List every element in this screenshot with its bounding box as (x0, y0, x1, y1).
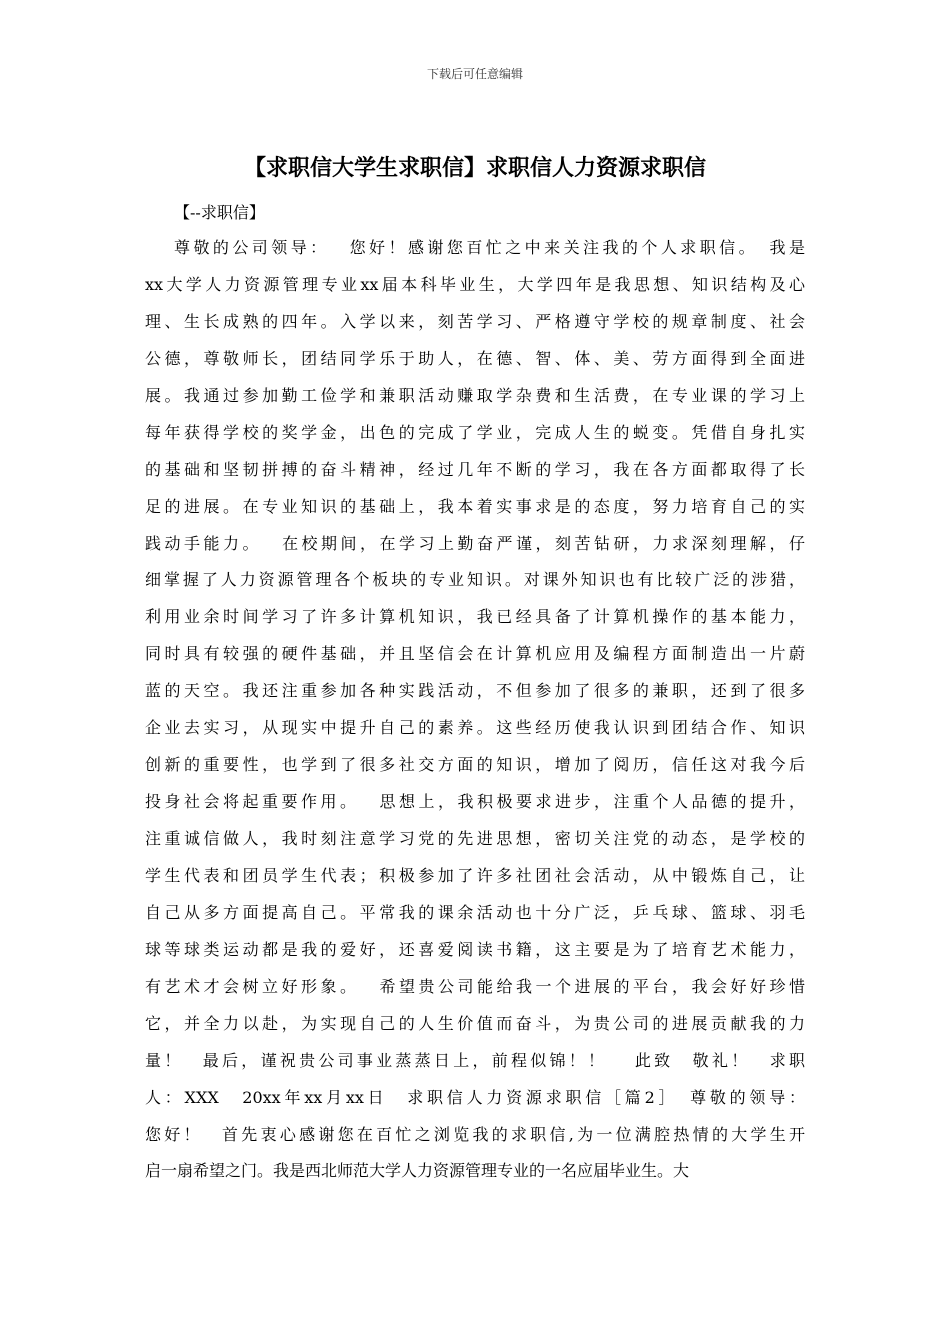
body-line: 注重诚信做人，我时刻注意学习党的先进思想，密切关注党的动态，是学校的 (145, 829, 805, 848)
body-line: 每年获得学校的奖学金，出色的完成了学业，完成人生的蜕变。凭借自身扎实 (145, 422, 805, 442)
header-note: 下载后可任意编辑 (426, 67, 523, 81)
body-line: 自己从多方面提高自己。平常我的课余活动也十分广泛，乒乓球、篮球、羽毛 (145, 902, 805, 922)
document-title: 【求职信大学生求职信】求职信人力资源求职信 (243, 155, 706, 181)
body-line: 企业去实习，从现实中提升自己的素养。这些经历使我认识到团结合作、知识 (145, 718, 805, 738)
body-line: 公德，尊敬师长，团结同学乐于助人，在德、智、体、美、劳方面得到全面进 (145, 348, 805, 368)
body-line: xx大学人力资源管理专业xx届本科毕业生，大学四年是我思想、知识结构及心 (145, 274, 805, 294)
body-line: 足的进展。在专业知识的基础上，我本着实事求是的态度，努力培育自己的实 (145, 496, 805, 516)
body-line: 尊敬的公司领导： 您好！感谢您百忙之中来关注我的个人求职信。 我是 (174, 238, 805, 257)
body-line: 启一扇希望之门。我是西北师范大学人力资源管理专业的一名应届毕业生。大 (145, 1161, 690, 1181)
body-line: 同时具有较强的硬件基础，并且坚信会在计算机应用及编程方面制造出一片蔚 (145, 644, 805, 664)
body-line: 理、生长成熟的四年。入学以来，刻苦学习、严格遵守学校的规章制度、社会 (145, 311, 805, 331)
body-line: 细掌握了人力资源管理各个板块的专业知识。对课外知识也有比较广泛的涉猎， (145, 570, 805, 590)
body-line: 蓝的天空。我还注重参加各种实践活动，不但参加了很多的兼职，还到了很多 (145, 681, 805, 701)
body-line: 展。我通过参加勤工俭学和兼职活动赚取学杂费和生活费，在专业课的学习上 (145, 385, 805, 405)
body-line: 有艺术才会树立好形象。 希望贵公司能给我一个进展的平台，我会好好珍惜 (145, 976, 805, 996)
body-line: 践动手能力。 在校期间，在学习上勤奋严谨，刻苦钻研，力求深刻理解，仔 (145, 533, 805, 553)
body-line: 人：XXX 20xx年xx月xx日 求职信人力资源求职信［篇2］ 尊敬的领导： (145, 1087, 805, 1107)
body-line: 您好！ 首先衷心感谢您在百忙之浏览我的求职信,为一位满腔热情的大学生开 (145, 1124, 805, 1144)
body-text (145, 230, 805, 1190)
body-line: 学生代表和团员学生代表；积极参加了许多社团社会活动，从中锻炼自己，让 (145, 865, 805, 885)
body-line: 投身社会将起重要作用。 思想上，我积极要求进步，注重个人品德的提升， (145, 792, 805, 812)
body-line: 它，并全力以赴，为实现自己的人生价值而奋斗，为贵公司的进展贡献我的力 (145, 1013, 805, 1033)
body-line: 球等球类运动都是我的爱好，还喜爱阅读书籍，这主要是为了培育艺术能力， (145, 939, 805, 959)
body-line: 量！ 最后，谨祝贵公司事业蒸蒸日上，前程似锦！！ 此致 敬礼！ 求职 (145, 1050, 805, 1070)
body-line: 的基础和坚韧拼搏的奋斗精神，经过几年不断的学习，我在各方面都取得了长 (145, 459, 805, 479)
body-line: 创新的重要性，也学到了很多社交方面的知识，增加了阅历，信任这对我今后 (145, 755, 805, 775)
body-line: 利用业余时间学习了许多计算机知识，我已经具备了计算机操作的基本能力， (145, 607, 805, 627)
document-subtitle: 【--求职信】 (174, 203, 265, 222)
